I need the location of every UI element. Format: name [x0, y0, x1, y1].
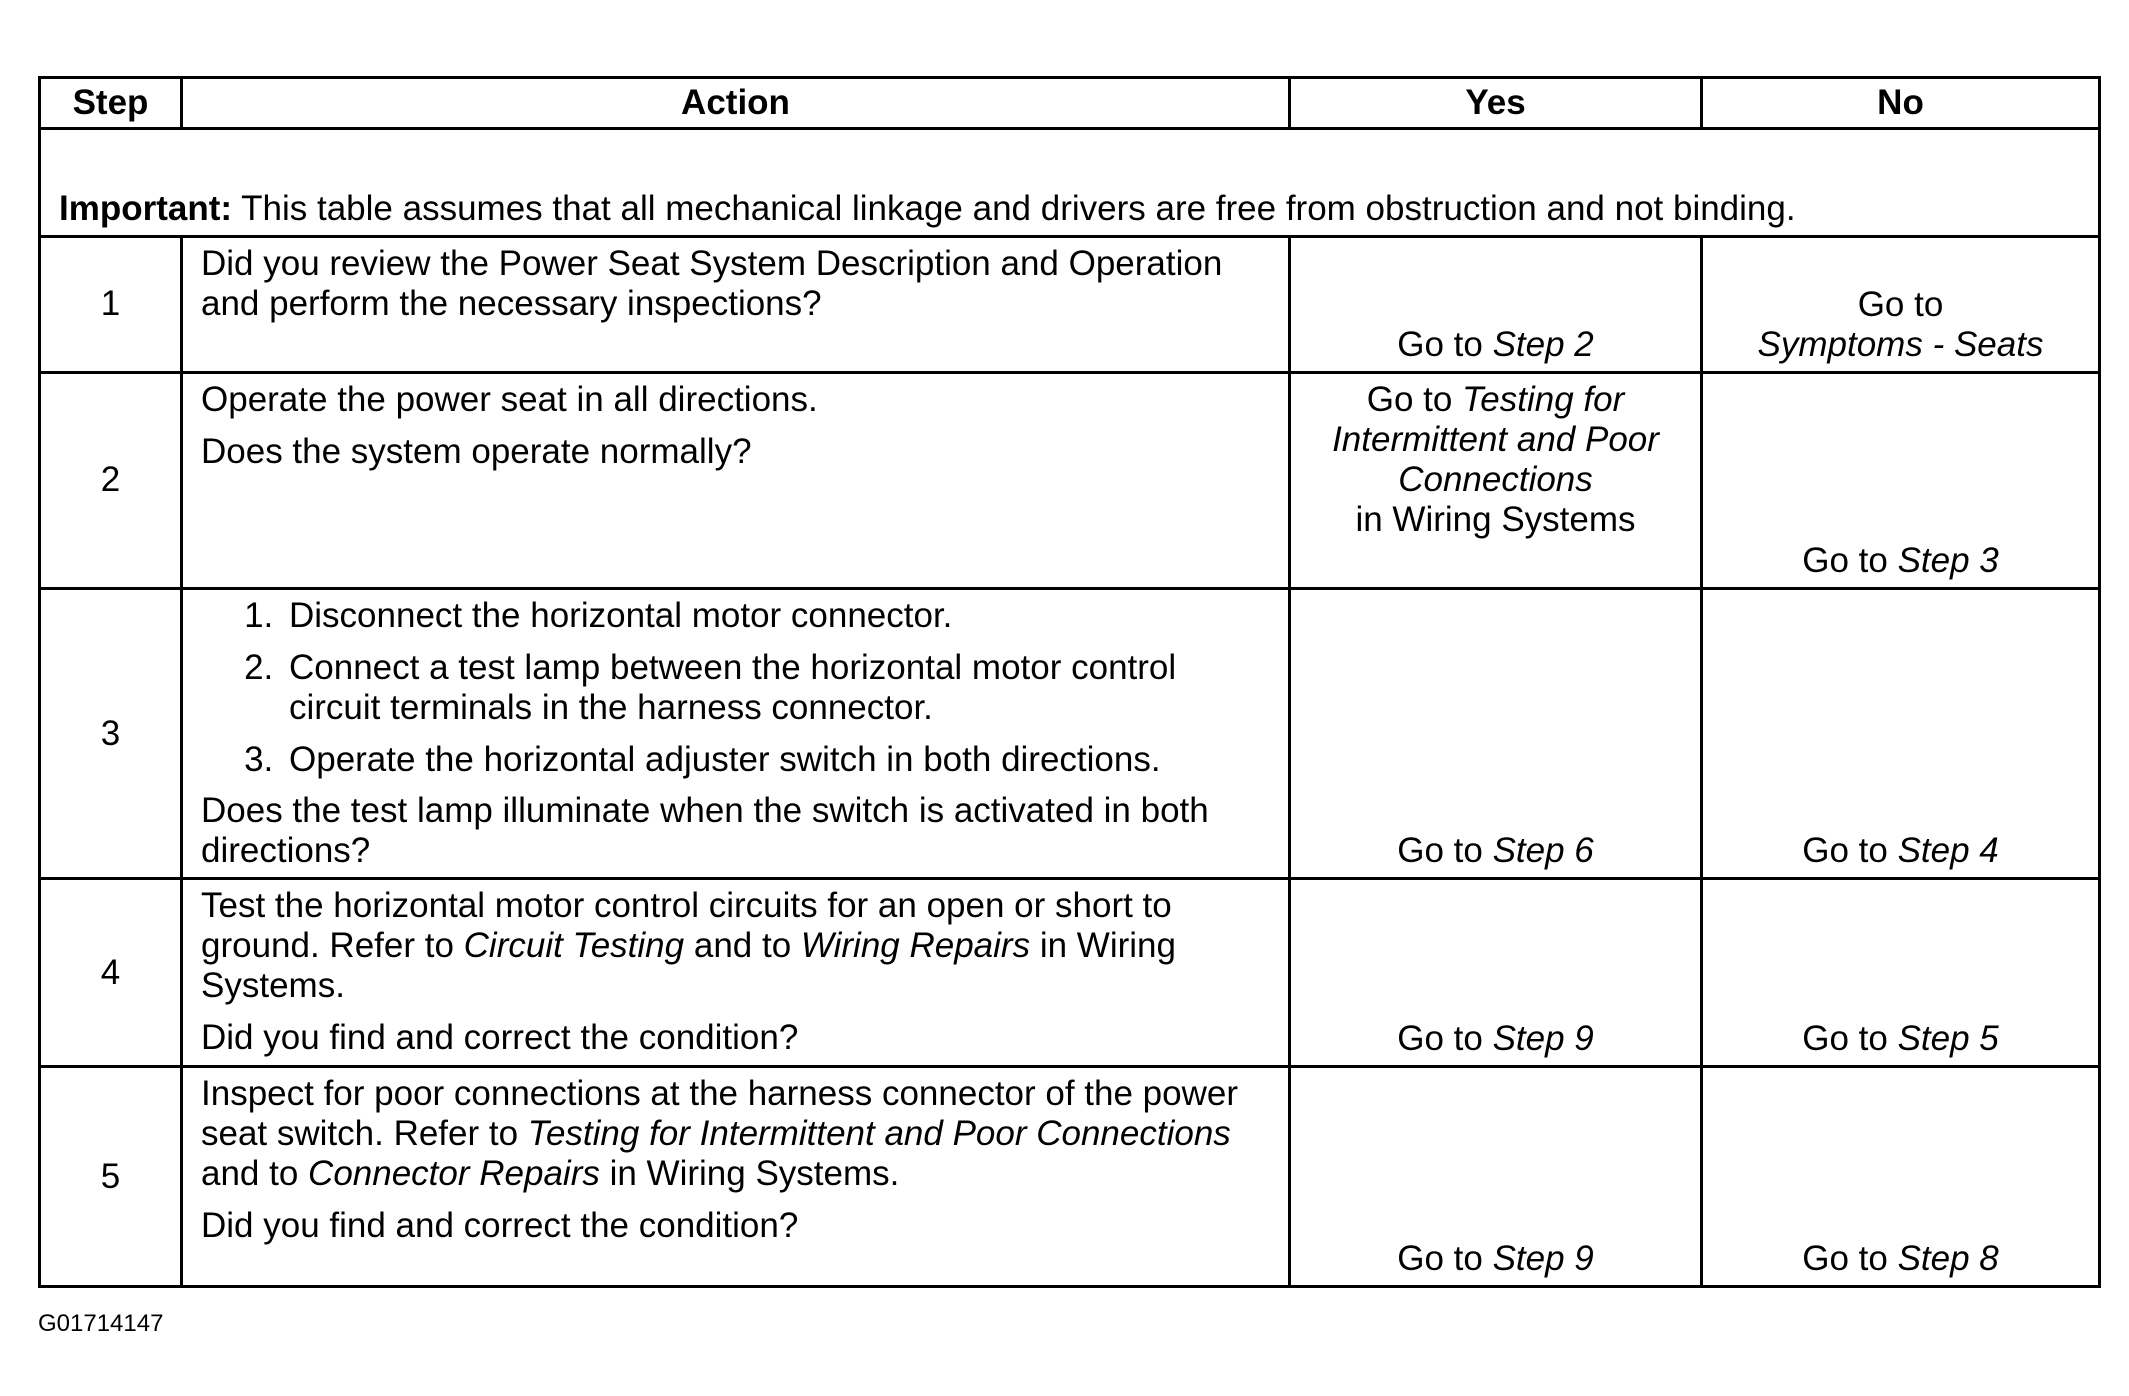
- yes-cell: [1290, 236, 1702, 372]
- action-cell: [182, 236, 1290, 372]
- list-item: 3. Operate the horizontal adjuster switch in both directions.: [283, 740, 1270, 780]
- action-text-part: and to: [201, 1154, 309, 1194]
- yes-prefix: Go to: [1397, 325, 1493, 364]
- action-text-part: and to: [684, 926, 801, 966]
- step-number: 2: [40, 372, 182, 588]
- action-text-part: in Wiring Systems.: [599, 1154, 900, 1194]
- important-label: Important:: [59, 189, 233, 228]
- action-question: Does the system operate normally?: [201, 431, 752, 471]
- header-action: Action: [182, 78, 1290, 129]
- yes-reference-link[interactable]: Step 6: [1492, 831, 1594, 871]
- no-reference-link[interactable]: Symptoms - Seats: [1757, 325, 2044, 364]
- yes-cell: [1290, 372, 1702, 588]
- important-row: [40, 128, 2100, 236]
- yes-reference-link[interactable]: Step 9: [1492, 1019, 1594, 1059]
- important-note: [40, 128, 2100, 236]
- step-number: 3: [40, 588, 182, 878]
- action-cell: [182, 588, 1290, 878]
- action-question: Did you find and correct the condition?: [201, 1017, 799, 1057]
- important-text: This table assumes that all mechanical linkage and drivers are free from obstruction and not binding.: [232, 189, 1796, 228]
- yes-reference-link[interactable]: Step 2: [1492, 325, 1594, 364]
- no-prefix: Go to: [1802, 541, 1898, 580]
- table-row: [40, 588, 2100, 878]
- action-text: Operate the power seat in all directions.: [201, 379, 818, 419]
- no-prefix: Go to: [1802, 1239, 1898, 1279]
- step-number: 1: [40, 236, 182, 372]
- yes-cell: [1290, 879, 1702, 1067]
- no-reference-link[interactable]: Step 8: [1897, 1239, 1999, 1279]
- testing-intermittent-link[interactable]: Testing for Intermittent and Poor Connections: [527, 1114, 1231, 1154]
- list-item: 1. Disconnect the horizontal motor connector.: [283, 596, 1270, 636]
- action-text: [201, 886, 1270, 1006]
- header-step: Step: [40, 78, 182, 129]
- no-reference-link[interactable]: Step 3: [1897, 541, 1999, 580]
- no-cell: [1702, 1067, 2100, 1287]
- circuit-testing-link[interactable]: Circuit Testing: [463, 926, 685, 966]
- yes-cell: [1290, 588, 1702, 878]
- no-prefix: Go to: [1802, 1019, 1898, 1059]
- yes-suffix: in Wiring Systems: [1355, 499, 1636, 539]
- action-steps-list: [201, 596, 1270, 780]
- table-row: [40, 1067, 2100, 1287]
- yes-prefix: Go to: [1397, 1239, 1493, 1279]
- yes-cell: [1290, 1067, 1702, 1287]
- action-cell: [182, 879, 1290, 1067]
- table-row: [40, 879, 2100, 1067]
- no-cell: [1702, 879, 2100, 1067]
- no-prefix: Go to: [1802, 831, 1898, 871]
- action-text-part: Test the horizontal motor control circuits for an open or short to ground. Refer to: [201, 886, 1172, 966]
- wiring-repairs-link[interactable]: Wiring Repairs: [800, 926, 1031, 966]
- connector-repairs-link[interactable]: Connector Repairs: [308, 1154, 600, 1194]
- action-text: [201, 1074, 1270, 1194]
- action-text-part: Inspect for poor connections at the harness connector of the power seat switch. Refer to: [201, 1074, 1239, 1154]
- no-cell: [1702, 372, 2100, 588]
- action-question: Does the test lamp illuminate when the switch is activated in both directions?: [201, 791, 1209, 871]
- figure-code: G01714147: [38, 1310, 164, 1337]
- table-row: [40, 236, 2100, 372]
- yes-reference-link[interactable]: Step 9: [1492, 1239, 1594, 1279]
- action-cell: [182, 1067, 1290, 1287]
- action-question: Did you find and correct the condition?: [201, 1205, 799, 1245]
- yes-prefix: Go to: [1397, 831, 1493, 871]
- table-row: [40, 372, 2100, 588]
- step-number: 5: [40, 1067, 182, 1287]
- header-row: [40, 78, 2100, 129]
- yes-prefix: Go to: [1397, 1019, 1493, 1059]
- step-number: 4: [40, 879, 182, 1067]
- action-cell: [182, 372, 1290, 588]
- header-yes: Yes: [1290, 78, 1702, 129]
- yes-prefix: Go to: [1366, 379, 1463, 419]
- no-cell: [1702, 588, 2100, 878]
- no-reference-link[interactable]: Step 4: [1897, 831, 1999, 871]
- no-cell: [1702, 236, 2100, 372]
- header-no: No: [1702, 78, 2100, 129]
- list-item: 2. Connect a test lamp between the horizontal motor control circuit terminals in the harness connector.: [283, 648, 1270, 728]
- action-text: Did you review the Power Seat System Description and Operation and perform the necessary inspections?: [201, 243, 1223, 323]
- diagnostic-table: [38, 76, 2101, 1288]
- action-text-part: in Wiring Systems.: [201, 926, 1176, 1006]
- no-prefix: Go to: [1857, 285, 1944, 325]
- no-reference-link[interactable]: Step 5: [1897, 1019, 1999, 1059]
- yes-reference-link[interactable]: Testing for Intermittent and Poor Connections: [1332, 379, 1659, 499]
